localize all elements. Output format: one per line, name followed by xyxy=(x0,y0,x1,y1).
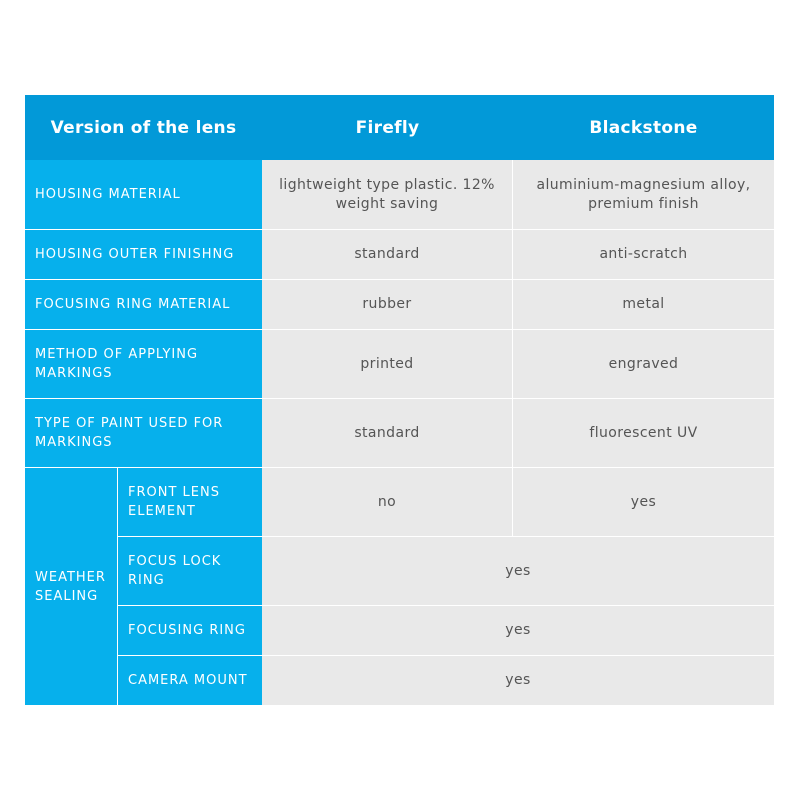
header-firefly: Firefly xyxy=(262,95,513,160)
blackstone-focusing-ring-material: metal xyxy=(513,280,774,330)
firefly-focusing-ring-material: rubber xyxy=(262,280,513,330)
header-version-label: Version of the lens xyxy=(25,95,262,160)
firefly-front-lens: no xyxy=(262,468,513,537)
row-label-focusing-ring-material: FOCUSING RING MATERIAL xyxy=(25,280,262,330)
subrow-label-camera-mount: CAMERA MOUNT xyxy=(118,656,262,705)
blackstone-housing-finish: anti-scratch xyxy=(513,230,774,280)
firefly-markings-method: printed xyxy=(262,330,513,399)
subrow-label-front-lens: FRONT LENS ELEMENT xyxy=(118,468,262,537)
both-camera-mount: yes xyxy=(262,656,774,705)
blackstone-markings-method: engraved xyxy=(513,330,774,399)
row-label-markings-method: METHOD OF APPLYING MARKINGS xyxy=(25,330,262,399)
blackstone-paint-type: fluorescent UV xyxy=(513,399,774,468)
firefly-housing-material: lightweight type plastic. 12% weight saving xyxy=(262,160,513,230)
row-label-housing-finish: HOUSING OUTER FINISHNG xyxy=(25,230,262,280)
both-focus-lock-ring: yes xyxy=(262,537,774,606)
subrow-label-focusing-ring: FOCUSING RING xyxy=(118,606,262,656)
firefly-housing-finish: standard xyxy=(262,230,513,280)
row-label-weather-sealing: WEATHER SEALING xyxy=(25,468,118,705)
blackstone-front-lens: yes xyxy=(513,468,774,537)
row-label-paint-type: TYPE OF PAINT USED FOR MARKINGS xyxy=(25,399,262,468)
header-blackstone: Blackstone xyxy=(513,95,774,160)
both-focusing-ring: yes xyxy=(262,606,774,656)
firefly-paint-type: standard xyxy=(262,399,513,468)
subrow-label-focus-lock-ring: FOCUS LOCK RING xyxy=(118,537,262,606)
row-label-housing-material: HOUSING MATERIAL xyxy=(25,160,262,230)
blackstone-housing-material: aluminium-magnesium alloy, premium finish xyxy=(513,160,774,230)
